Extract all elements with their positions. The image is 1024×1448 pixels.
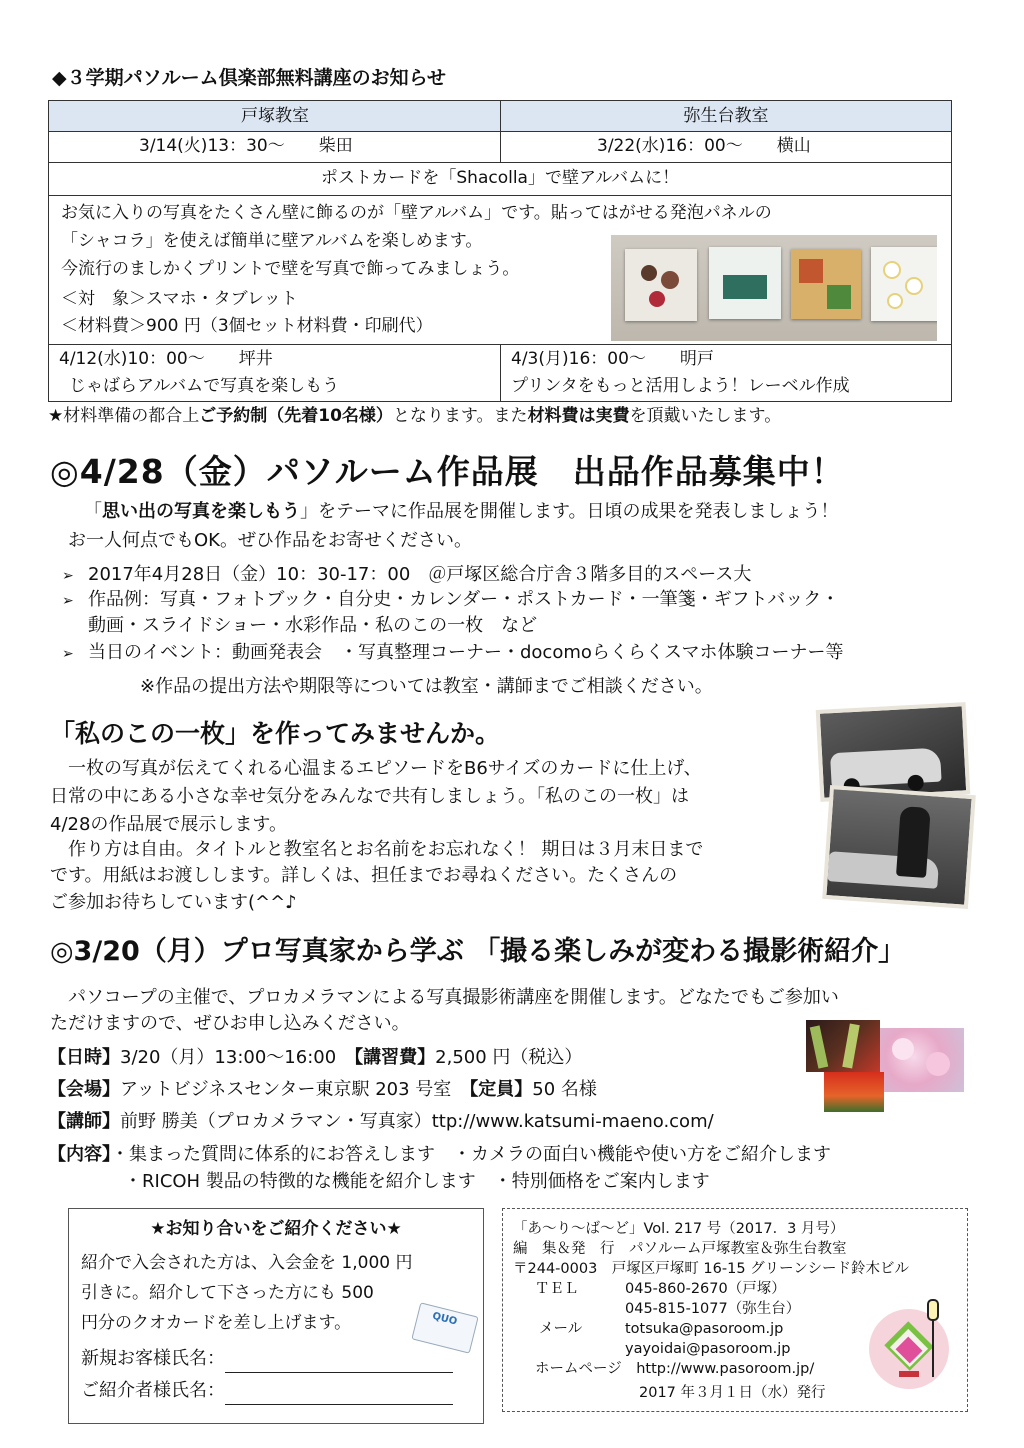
- exhibition-intro-2: お一人何点でもOK。ぜひ作品をお寄せください。: [68, 530, 472, 551]
- referral-title: ★お知り合いをご紹介ください★: [150, 1219, 402, 1239]
- session-totsuka-1: 3/14(火)13：30～ 柴田: [139, 136, 353, 156]
- ichimai-text-5: です。用紙はお渡しします。詳しくは、担任までお尋ねください。たくさんの: [50, 865, 678, 886]
- ichimai-text-3: 4/28の作品展で展示します。: [50, 814, 287, 835]
- old-photo-car-2: [822, 785, 976, 909]
- exhibition-item-examples: ➢ 作品例：写真・フォトブック・自分史・カレンダー・ポストカード・一筆箋・ギフトバック・: [62, 586, 839, 615]
- colophon-mail-2: yayoidai@pasoroom.jp: [625, 1341, 791, 1357]
- ichimai-text-6: ご参加お待ちしています(^^♪: [50, 892, 297, 913]
- colophon-tel-label: ＴＥＬ: [535, 1281, 579, 1297]
- session-target: ＜対 象＞スマホ・タブレット: [61, 289, 298, 309]
- poppy-field-photo: [824, 1072, 884, 1112]
- session-yayoidai-2-time: 4/3(月)16：00～ 明戸: [511, 349, 714, 369]
- col-header-yayoidai: 弥生台教室: [501, 101, 951, 131]
- colophon-address: 〒244-0003 戸塚区戸塚町 16-15 グリーンシード鈴木ビル: [513, 1261, 910, 1277]
- photo-class-content-1: 【内容】・集まった質問に体系的にお答えします ・カメラの面白い機能や使い方をご紹介します: [48, 1144, 831, 1165]
- colophon-publisher: 編 集＆発 行 パソルーム戸塚教室＆弥生台教室: [513, 1241, 847, 1257]
- session-yayoidai-1: 3/22(水)16：00～ 横山: [597, 136, 811, 156]
- ichimai-text-2: 日常の中にある小さな幸せ気分をみんなで共有しましょう。「私のこの一枚」は: [50, 786, 689, 807]
- ichimai-text-1: 一枚の写真が伝えてくれる心温まるエピソードをB6サイズのカードに仕上げ、: [50, 758, 702, 779]
- exhibition-item-date: ➢ 2017年4月28日（金）10：30-17：00 ＠戸塚区総合庁舎３階多目的スペース大: [62, 561, 751, 590]
- exhibition-item-events: ➢ 当日のイベント：動画発表会 ・写真整理コーナー・docomoらくらくスマホ体験コーナー等: [62, 639, 844, 668]
- colophon-issued: 2017 年３月１日（水）発行: [639, 1385, 826, 1401]
- bullet-arrow-icon: ➢: [62, 593, 74, 609]
- bullet-arrow-icon: ➢: [62, 568, 74, 584]
- photo-class-text-2: ただけますので、ぜひお申し込みください。: [50, 1013, 410, 1034]
- cherry-blossom-photo: [880, 1028, 964, 1092]
- exhibition-title: ◎4/28（金）パソルーム作品展 出品作品募集中！: [50, 452, 845, 491]
- photo-class-text-1: パソコープの主催で、プロカメラマンによる写真撮影術講座を開催します。どなたでもご参加い: [50, 987, 839, 1008]
- colophon-mail-label: メール: [539, 1321, 583, 1337]
- session-desc-1: お気に入りの写真をたくさん壁に飾るのが「壁アルバム」です。貼ってはがせる発泡パネルの: [61, 203, 772, 223]
- photo-class-lecturer: 【講師】前野 勝美（プロカメラマン・写真家）ttp://www.katsumi-maeno.com/: [48, 1111, 714, 1132]
- colophon-tel-2: 045-815-1077（弥生台）: [625, 1301, 801, 1317]
- quo-card-icon: QUO: [411, 1302, 478, 1353]
- session-totsuka-2-time: 4/12(水)10：00～ 坪井: [59, 349, 273, 369]
- club-schedule-table: [48, 100, 952, 402]
- exhibition-item-examples-2: 動画・スライドショー・水彩作品・私のこの一枚 など: [88, 615, 538, 636]
- hinamatsuri-illustration-icon: [869, 1309, 949, 1389]
- exhibition-intro: 「思い出の写真を楽しもう」をテーマに作品展を開催します。日頃の成果を発表しましょう！: [84, 501, 839, 522]
- referrer-name-field: ご紹介者様氏名：: [81, 1377, 453, 1405]
- bullet-arrow-icon: ➢: [62, 646, 74, 662]
- referral-text-2: 引きに。紹介して下さった方にも 500: [81, 1283, 374, 1303]
- club-reservation-note: ★材料準備の都合上ご予約制（先着10名様）となります。また材料費は実費を頂戴いたします。: [48, 406, 782, 426]
- exhibition-note: ※作品の提出方法や期限等については教室・講師までご相談ください。: [140, 676, 713, 697]
- referral-box: [68, 1208, 484, 1424]
- session-totsuka-2-title: じゃばらアルバムで写真を楽しもう: [69, 376, 340, 396]
- session-fee: ＜材料費＞900 円（3個セット材料費・印刷代）: [61, 316, 433, 336]
- photo-class-content-2: ・RICOH 製品の特徴的な機能を紹介します ・特別価格をご案内します: [124, 1171, 710, 1192]
- wall-album-photo: [611, 235, 937, 341]
- referral-text-1: 紹介で入会された方は、入会金を 1,000 円: [81, 1253, 413, 1273]
- session-theme: ポストカードを「Shacolla」で壁アルバムに！: [320, 168, 680, 188]
- new-customer-name-field: 新規お客様氏名：: [81, 1345, 453, 1373]
- photo-class-date: 【日時】3/20（月）13:00～16:00 【講習費】2,500 円（税込）: [48, 1047, 583, 1068]
- colophon-box: [502, 1208, 968, 1412]
- colophon-tel-1: 045-860-2670（戸塚）: [625, 1281, 786, 1297]
- session-desc-2: 「シャコラ」を使えば簡単に壁アルバムを楽しめます。: [61, 231, 483, 251]
- photo-class-venue: 【会場】アットビジネスセンター東京駅 203 号室 【定員】50 名様: [48, 1079, 597, 1100]
- colophon-hp: ホームページ http://www.pasoroom.jp/: [535, 1361, 815, 1377]
- session-yayoidai-2-title: プリンタをもっと活用しよう！レーベル作成: [511, 376, 850, 396]
- ichimai-title: 「私のこの一枚」を作ってみませんか。: [50, 719, 501, 748]
- ichimai-text-4: 作り方は自由。タイトルと教室名とお名前をお忘れなく！ 期日は３月末日まで: [50, 839, 704, 860]
- referral-text-3: 円分のクオカードを差し上げます。: [81, 1313, 352, 1333]
- colophon-mail-1: totsuka@pasoroom.jp: [625, 1321, 784, 1337]
- photo-class-title: ◎3/20（月）プロ写真家から学ぶ 「撮る楽しみが変わる撮影術紹介」: [50, 936, 906, 967]
- col-header-totsuka: 戸塚教室: [49, 101, 501, 131]
- session-desc-3: 今流行のましかくプリントで壁を写真で飾ってみましょう。: [61, 259, 520, 279]
- bamboo-photo: [806, 1020, 880, 1072]
- colophon-issue: 「あ～り～ば～ど」Vol. 217 号（2017．3 月号）: [513, 1221, 845, 1237]
- club-title: ◆３学期パソルーム倶楽部無料講座のお知らせ: [52, 67, 447, 89]
